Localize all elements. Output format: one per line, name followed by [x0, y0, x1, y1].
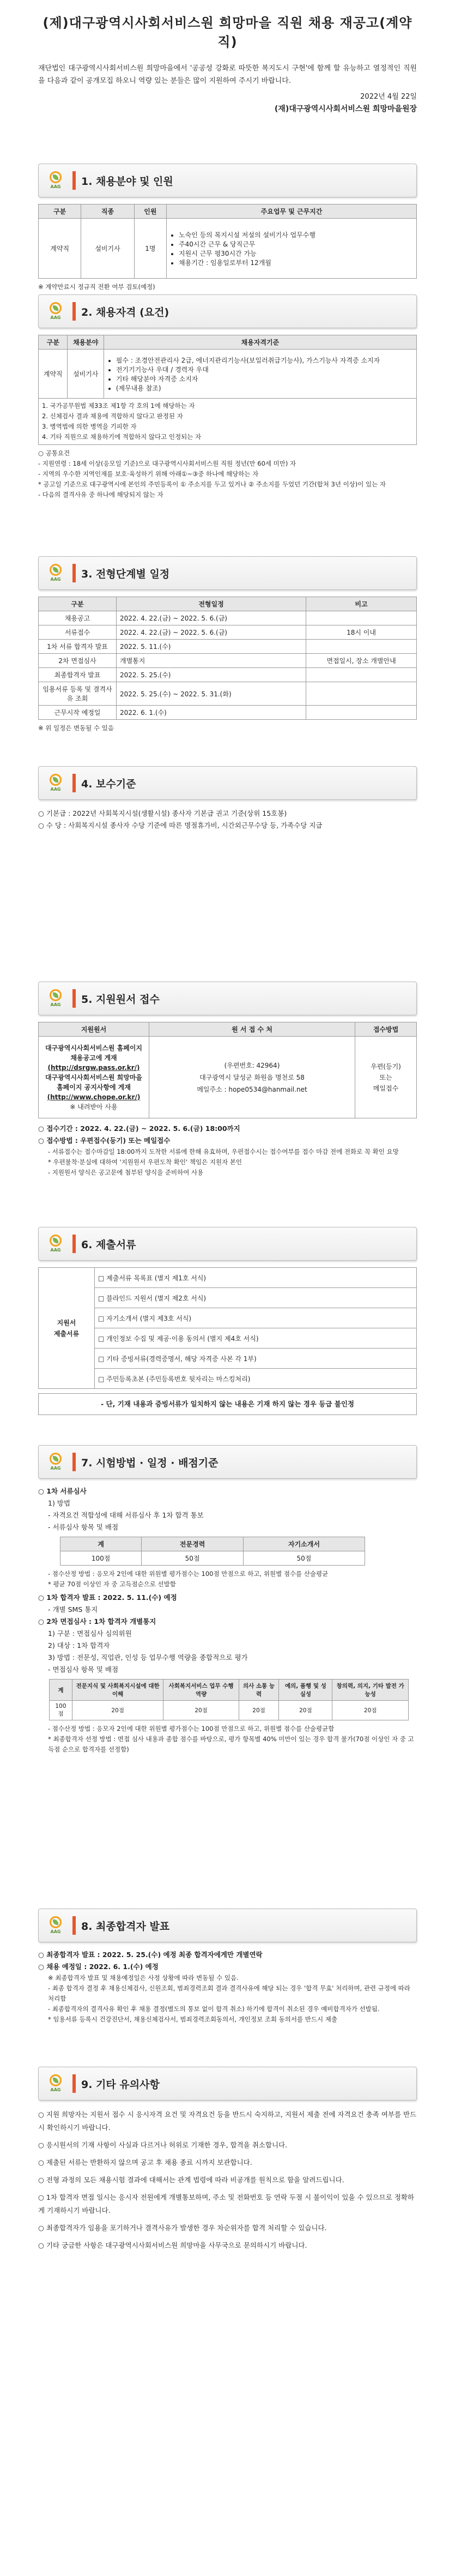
other-notes [38, 2108, 417, 2252]
cell-line: 대구광역시사회서비스원 홈페이지 채용공고에 게재 [45, 1044, 143, 1062]
table-header: 계 [60, 1537, 142, 1551]
table-cell: 계약직 [39, 219, 81, 279]
section-header [38, 1227, 417, 1261]
section-accent-bar [72, 1235, 76, 1253]
list-item: ○ 제출된 서류는 반환하지 않으며 공고 후 채용 종료 시까지 보관합니다. [38, 2158, 252, 2166]
table-header: 의사 소통 능력 [239, 1680, 279, 1701]
homepage-link[interactable]: (http://www.chope.or.kr/) [47, 1093, 141, 1101]
step-heading: ○ 2차 면접심사 : 1차 합격자 개별통지 [38, 1617, 156, 1626]
announcement-line: ○ 채용 예정일 : 2022. 6. 1.(수) 예정 [38, 1963, 159, 1971]
logo-icon: AAG [42, 1450, 69, 1473]
table-cell [306, 682, 417, 706]
list-item: - 최종 합격자 결정 후 채용신체검사, 신원조회, 범죄경력조회 결과 결격사유에 해당 되는 경우 '합격 무효' 처리하며, 관련 규정에 따라 처리함 [48, 1984, 410, 2002]
table-cell: 18시 이내 [306, 625, 417, 640]
table-cell [306, 668, 417, 682]
table-header: 비고 [306, 597, 417, 611]
step-line: - 자격요건 적합성에 대해 서류심사 후 1차 합격 통보 [48, 1511, 204, 1519]
list-item: • 전기기기능사 우대 / 경력자 우대 [116, 365, 413, 374]
logo-icon: AAG [42, 772, 69, 795]
section-title: 3. 전형단계별 일정 [81, 568, 170, 580]
table-cell: 50점 [243, 1551, 365, 1566]
list-item: - 점수산정 방법 : 응모자 2인에 대한 위원별 평가점수는 100점 만점으로 하고, 위원별 점수를 산술평균 [48, 1570, 329, 1578]
criteria-cell [104, 350, 416, 399]
document-item: □ 기타 증빙서류(경력증명서, 해당 자격증 사본 각 1부) [95, 1349, 417, 1369]
section-accent-bar [72, 171, 76, 190]
section-accent-bar [72, 302, 76, 321]
list-item: - 서류접수는 접수마감일 18:00까지 도착한 서류에 한해 유효하며, 우편접수시는 접수여부를 접수 마감 전에 전화로 꼭 확인 요망 [48, 1148, 399, 1155]
address-cell [149, 1037, 355, 1118]
table-header: 창의력, 의지, 기타 발전 가능성 [332, 1680, 409, 1701]
table-header: 자기소개서 [243, 1537, 365, 1551]
table-cell: 20점 [72, 1701, 163, 1720]
method-cell [355, 1037, 417, 1118]
section-7 [38, 1445, 417, 1755]
cell-line: ※ 내려받아 사용 [70, 1103, 118, 1111]
table-header: 주요업무 및 근무지간 [167, 204, 417, 219]
table-header: 예의, 품행 및 성실성 [279, 1680, 332, 1701]
table-header: 계 [50, 1680, 72, 1701]
list-item: • (제무내용 참조) [116, 383, 413, 393]
table-cell: 임용서류 등록 및 결격사유 조회 [39, 682, 117, 706]
table-cell [306, 640, 417, 654]
table-cell: 서류접수 [39, 625, 117, 640]
logo-icon: AAG [42, 1232, 69, 1255]
list-item: ○ 지원 희망자는 지원서 접수 시 응시자격 요건 및 자격요건 등을 반드시 숙지하고, 지원서 제출 전에 자격요건 충족 여부를 반드시 확인하시기 바랍니다. [38, 2110, 417, 2132]
section-accent-bar [72, 774, 76, 792]
section-header [38, 294, 417, 328]
note: ※ 위 일정은 변동될 수 있음 [38, 724, 114, 732]
list-item: ○ 1차 합격자 면접 일시는 응시자 전원에게 개별통보하며, 주소 및 전화번호 등 연락 두절 시 불이익이 있을 수 있으므로 정확하게 기재하시기 바랍니다. [38, 2193, 415, 2214]
list-item: - 지역의 우수한 지역인재를 보호·육성하기 위해 아래①~③중 하나에 해당하는 자 [38, 470, 259, 478]
section-9 [38, 2067, 417, 2256]
documents-label [39, 1268, 95, 1389]
section-title: 7. 시험방법 · 일정 · 배점기준 [81, 1456, 219, 1469]
cell-line: 메일접수 [373, 1084, 399, 1092]
table-cell: 20점 [279, 1701, 332, 1720]
table-cell: 2022. 5. 11.(수) [117, 640, 306, 654]
section-6 [38, 1227, 417, 1415]
email-address[interactable]: 메일주소 : hope0534@hanmail.net [197, 1085, 307, 1093]
section-1 [38, 164, 417, 292]
section-accent-bar [72, 1453, 76, 1471]
step-line: 1) 방법 [48, 1499, 70, 1507]
section-accent-bar [72, 1916, 76, 1935]
section-4 [38, 766, 417, 832]
table-cell: 1명 [134, 219, 166, 279]
table-header: 구분 [39, 204, 81, 219]
table-cell: 최종합격자 발표 [39, 668, 117, 682]
step-line: - 개별 SMS 통지 [48, 1605, 98, 1614]
section-2 [38, 294, 417, 500]
disqualification-cell [39, 399, 417, 445]
section-header [38, 1909, 417, 1942]
list-item: ○ 최종합격자가 임용을 포기하거나 결격사유가 발생한 경우 차순위자를 합격 처리할 수 있습니다. [38, 2224, 327, 2232]
section-header [38, 982, 417, 1015]
cell-line: 또는 [379, 1073, 392, 1081]
pay-line: ○ 기본급 : 2022년 사회복지시설(생활시설) 종사자 기본급 권고 기준(상위 15호봉) [38, 809, 287, 817]
table-cell: 100점 [60, 1551, 142, 1566]
table-cell: 2022. 4. 22.(금) ~ 2022. 5. 6.(금) [117, 625, 306, 640]
interview-notes [38, 1724, 417, 1755]
section-title: 6. 제출서류 [81, 1238, 136, 1251]
table-header: 원 서 접 수 처 [149, 1022, 355, 1037]
section-header [38, 766, 417, 800]
table-cell [306, 611, 417, 625]
logo-icon: AAG [42, 1914, 69, 1937]
list-item: - 지원연령 : 18세 이상(응모일 기준)으로 대구광역시사회서비스원 직원 정년(만 60세 미만) 자 [38, 460, 296, 467]
subheading: ○ 공통요건 [38, 449, 70, 457]
table-header: 채용자격기준 [104, 335, 416, 350]
section-title: 8. 최종합격자 발표 [81, 1920, 170, 1933]
list-item: 3. 병역법에 의한 병역을 기피한 자 [42, 423, 137, 430]
table-cell: 2022. 6. 1.(수) [117, 706, 306, 720]
list-item: ○ 전형 과정의 모든 채용시험 결과에 대해서는 관계 법령에 따라 비공개를 원칙으로 함을 알려드립니다. [38, 2176, 344, 2184]
step-line: - 면접심사 항목 및 배점 [48, 1665, 119, 1674]
document-item: □ 제출서류 목록표 (별지 제1호 서식) [95, 1268, 417, 1288]
section-title: 1. 채용분야 및 인원 [81, 175, 173, 188]
table-cell: 면접일시, 장소 개별안내 [306, 654, 417, 668]
table-header: 채용분야 [68, 335, 104, 350]
table-cell: 1차 서류 합격자 발표 [39, 640, 117, 654]
list-item: * 임용서류 등록시 건강진단서, 채용신체검사서, 범죄경력조회동의서, 개인정보 조회 동의서를 반드시 제출 [48, 2015, 337, 2023]
table-header: 인원 [134, 204, 166, 219]
table-cell [306, 706, 417, 720]
document-item: □ 자기소개서 (별지 제3호 서식) [95, 1308, 417, 1328]
announcement-notes [38, 1973, 417, 2025]
duties-cell [167, 219, 417, 279]
step-heading: ○ 1차 서류심사 [38, 1487, 87, 1495]
document-item: □ 주민등록초본 (주민등록번호 뒷자리는 마스킹처리) [95, 1369, 417, 1389]
section-accent-bar [72, 989, 76, 1008]
table-header: 사회복지서비스 업무 수행 역량 [163, 1680, 239, 1701]
list-item: • 지원시 근무 평30시간 가능 [179, 249, 413, 258]
document-scoring-table [60, 1537, 365, 1566]
list-item: 2. 신체검사 결과 채용에 적합하지 않다고 판정된 자 [42, 412, 183, 420]
table-cell: 20점 [239, 1701, 279, 1720]
application-table [38, 1022, 417, 1118]
logo-icon: AAG [42, 2072, 69, 2095]
job-table [38, 204, 417, 279]
step-line: 3) 방법 : 전문성, 직업관, 인성 등 업무수행 역량을 종합적으로 평가 [48, 1653, 248, 1662]
table-header: 전문경력 [142, 1537, 244, 1551]
cell-line: 제출서류 [53, 1329, 80, 1338]
pay-line: ○ 수 당 : 사회복지시설 종사자 수당 기준에 따른 명절휴가비, 시간외근무수당 등, 가족수당 지급 [38, 821, 323, 829]
table-cell: 2차 면접심사 [39, 654, 117, 668]
table-cell: 50점 [142, 1551, 244, 1566]
schedule-table [38, 597, 417, 720]
table-cell: 설비기사 [81, 219, 134, 279]
section-title: 4. 보수기준 [81, 778, 136, 790]
table-cell: 계약직 [39, 350, 68, 399]
pay-details [38, 808, 417, 832]
section-header [38, 1445, 417, 1479]
common-requirements [38, 448, 417, 500]
table-header: 접수방법 [355, 1022, 417, 1037]
table-cell: 설비기사 [68, 350, 104, 399]
list-item: • 기타 해당분야 자격증 소지자 [116, 374, 413, 383]
list-item: 1. 국가공무원법 제33조 제1항 각 호의 1에 해당하는 자 [42, 402, 195, 410]
page-title: (제)대구광역시사회서비스원 희망마을 직원 채용 재공고(계약직) [43, 15, 412, 50]
section-header [38, 556, 417, 590]
cell-line: 지원서 [57, 1319, 76, 1327]
homepage-link[interactable]: (http://dsrgw.pass.or.kr/) [47, 1063, 140, 1072]
qualification-table [38, 335, 417, 445]
organization-name: (재)대구광역시사회서비스원 희망마을원장 [274, 105, 417, 113]
notice-date: 2022년 4월 22일 [360, 93, 417, 101]
list-item: • 노숙인 등의 복지시설 저설의 설비기사 업무수행 [179, 230, 413, 239]
list-item: - 지원원서 양식은 공고문에 첨부된 양식을 준비하여 사용 [48, 1169, 204, 1176]
intro-paragraph: 재단법인 대구광역시사회서비스원 희망마을에서 '공공성 강화로 따뜻한 복지도시 구현'에 함께 할 유능하고 열정적인 직원을 다음과 같이 공개모집 하오니 역량 있는 분들은 많이 지원하여 주시기 바랍니다. [38, 64, 417, 85]
list-item: • 필수 : 조경안전관리사 2급, 에너지관리기능사(보일러취급기능사), 가스기능사 자격증 소지자 [116, 356, 413, 365]
step-line: 2) 대상 : 1차 합격자 [48, 1641, 110, 1650]
application-period: ○ 접수기간 : 2022. 4. 22.(금) ~ 2022. 5. 6.(금) 18:00까지 [38, 1124, 240, 1133]
table-header: 구분 [39, 335, 68, 350]
table-cell: 2022. 4. 22.(금) ~ 2022. 5. 6.(금) [117, 611, 306, 625]
note: ※ 계약만료시 정규직 전환 여부 검토(예정) [38, 283, 155, 291]
table-header: 구분 [39, 597, 117, 611]
step-line: - 서류심사 항목 및 배점 [48, 1523, 119, 1531]
section-title: 2. 채용자격 (요건) [81, 306, 169, 318]
step-heading: ○ 1차 합격자 발표 : 2022. 5. 11.(수) 예정 [38, 1593, 177, 1602]
application-method: ○ 접수방법 : 우편접수(등기) 또는 메일접수 [38, 1136, 171, 1145]
document-item: □ 블라인드 지원서 (별지 제2호 서식) [95, 1288, 417, 1308]
table-cell: 20점 [332, 1701, 409, 1720]
section-header [38, 164, 417, 197]
section-header [38, 2067, 417, 2100]
list-item: 4. 기타 직원으로 채용하기에 적합하지 않다고 인정되는 자 [42, 433, 202, 441]
document-item: □ 개인정보 수집 및 제공·이용 동의서 (별지 제4호 서식) [95, 1328, 417, 1349]
section-accent-bar [72, 2074, 76, 2093]
section-5 [38, 982, 417, 1178]
postal-code: (우편번호: 42964) [224, 1061, 280, 1069]
table-cell: 근무시작 예정일 [39, 706, 117, 720]
logo-icon: AAG [42, 562, 69, 585]
announcement-lines [38, 1949, 417, 1973]
section-8 [38, 1909, 417, 2025]
logo-icon: AAG [42, 300, 69, 323]
list-item: ○ 기타 궁금한 사항은 대구광역시사회서비스원 희망마을 사무국으로 문의하시기 바랍니다. [38, 2241, 307, 2249]
table-header: 지원원서 [39, 1022, 149, 1037]
documents-note: - 단, 기재 내용과 증빙서류가 일치하지 않는 내용은 기재 하지 않는 경우 등급 불인정 [38, 1393, 417, 1415]
step-line: 1) 구분 : 면접심사 심의위원 [48, 1629, 132, 1638]
table-cell: 2022. 5. 25.(수) [117, 668, 306, 682]
section-title: 9. 기타 유의사항 [81, 2078, 160, 2091]
table-header: 직종 [81, 204, 134, 219]
table-header: 전형일정 [117, 597, 306, 611]
list-item: * 공고일 기준으로 대구광역시에 본인의 주민등록이 ① 주소지를 두고 있거나 ② 주소지를 두었던 기간(합쳐 3년 이상)이 있는 자 [38, 480, 386, 488]
table-cell: 100점 [50, 1701, 72, 1720]
list-item: - 다음의 결격사유 중 하나에 해당되지 않는 자 [38, 491, 163, 498]
logo-icon: AAG [42, 169, 69, 192]
list-item: ○ 응시원서의 기재 사항이 사실과 다르거나 허위로 기재한 경우, 합격을 취소합니다. [38, 2141, 288, 2149]
application-notes [38, 1147, 417, 1178]
list-item: • 주40시간 근무 & 당직근무 [179, 239, 413, 249]
section-accent-bar [72, 564, 76, 582]
announcement-line: ○ 최종합격자 발표 : 2022. 5. 25.(수) 예정 최종 합격자에게만 개별연락 [38, 1951, 263, 1959]
table-cell: 채용공고 [39, 611, 117, 625]
list-item: * 평균 70점 이상인 자 중 고득점순으로 선발함 [48, 1580, 176, 1588]
table-cell: 2022. 5. 25.(수) ~ 2022. 5. 31.(화) [117, 682, 306, 706]
cell-line: 대구광역시사회서비스원 희망마을 홈페이지 공지사항에 게재 [45, 1073, 143, 1091]
form-source-cell [39, 1037, 149, 1118]
list-item: • 채용기간 : 임용일로부터 12개월 [179, 258, 413, 267]
list-item: ※ 최종합격자 발표 및 채용예정일은 사정 상황에 따라 변동될 수 있음. [48, 1974, 239, 1982]
logo-icon: AAG [42, 987, 69, 1010]
interview-scoring-table [49, 1679, 409, 1720]
section-title: 5. 지원원서 접수 [81, 993, 160, 1006]
table-cell: 20점 [163, 1701, 239, 1720]
documents-table [38, 1267, 417, 1389]
table-header: 전문지식 및 사회복지시설에 대한 이해 [72, 1680, 163, 1701]
section-3 [38, 556, 417, 733]
list-item: - 점수산정 방법 : 응모자 2인에 대한 위원별 평가점수는 100점 만점으로 하고, 위원별 점수를 산술평균함 [48, 1725, 335, 1732]
list-item: - 최종합격자의 결격사유 확인 후 채용 결정(별도의 통보 없이 합격 취소) 하기에 합격이 취소된 경우 예비합격자가 선발됨. [48, 2005, 380, 2013]
list-item: * 우편불착·분실에 대하여 '지원원서 우편도착 확인' 책임은 지원자 본인 [48, 1158, 242, 1166]
address: 대구광역시 달성군 화원읍 명천로 58 [199, 1073, 305, 1081]
table-cell: 개별통지 [117, 654, 306, 668]
cell-line: 우편(등기) [371, 1062, 401, 1070]
scoring-notes [38, 1569, 417, 1590]
list-item: * 최종합격자 선정 방법 : 면접 심사 내용과 종합 점수를 바탕으로, 평가 항목별 40% 미만이 있는 경우 합격 불가(70점 이상인 자 중 고득점 순으로 합격자를 선정함) [48, 1735, 414, 1753]
